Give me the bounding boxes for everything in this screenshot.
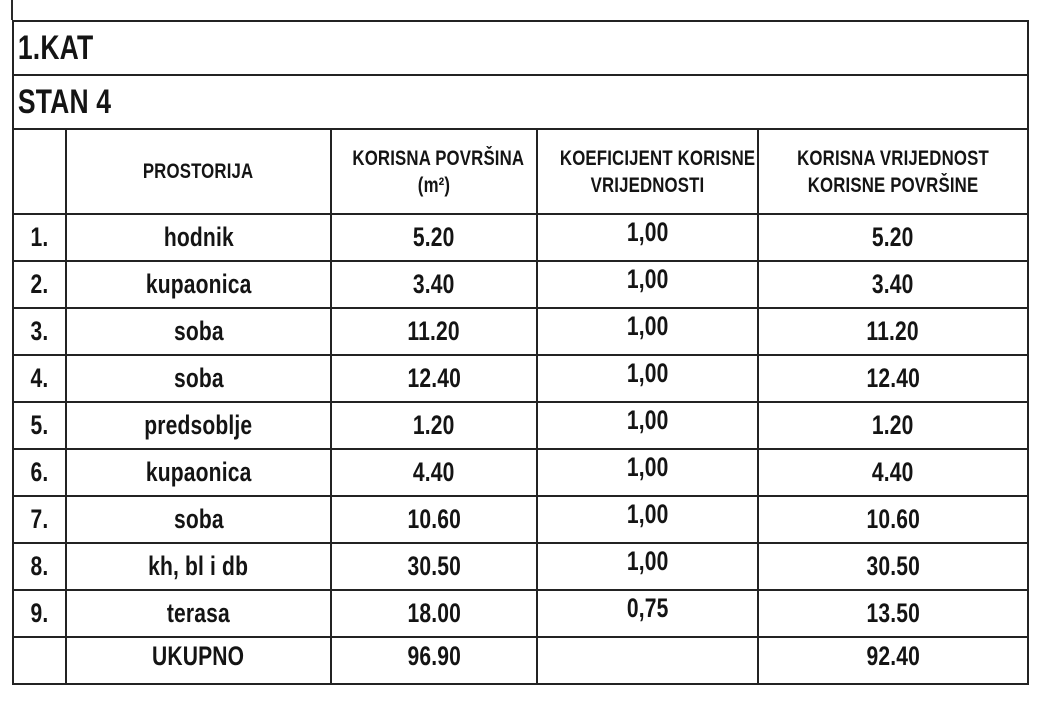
row-number: 7. (30, 504, 49, 534)
value-cell (758, 355, 1028, 402)
area-cell (331, 355, 537, 402)
room-cell (66, 214, 331, 261)
coef-value: 1,00 (626, 546, 669, 576)
row-number-cell (13, 496, 66, 543)
table-row (13, 261, 1028, 308)
coef-value: 1,00 (626, 217, 669, 247)
coef-cell (537, 449, 758, 496)
total-row (13, 637, 1028, 684)
room-name: kupaonica (145, 457, 252, 487)
room-name: kupaonica (145, 269, 252, 299)
useful-value: 5.20 (872, 222, 914, 252)
value-cell (758, 308, 1028, 355)
value-cell (758, 449, 1028, 496)
table-row (13, 308, 1028, 355)
total-value-cell (758, 637, 1028, 684)
total-label: UKUPNO (152, 641, 245, 671)
room-cell (66, 355, 331, 402)
value-cell (758, 402, 1028, 449)
value-cell (758, 543, 1028, 590)
useful-value: 3.40 (872, 269, 914, 299)
row-number-cell (13, 355, 66, 402)
coef-cell (537, 496, 758, 543)
header-area-line2: (m²) (417, 173, 451, 197)
header-value-cell (758, 129, 1028, 214)
row-number-cell (13, 214, 66, 261)
coef-value: 1,00 (626, 358, 669, 388)
area-value: 30.50 (407, 551, 461, 581)
header-value-line2: KORISNE POVRŠINE (807, 173, 979, 197)
table-row (13, 590, 1028, 637)
row-number: 8. (30, 551, 49, 581)
value-cell (758, 496, 1028, 543)
row-number-cell (13, 261, 66, 308)
table-row (13, 214, 1028, 261)
value-cell (758, 214, 1028, 261)
coef-cell (537, 543, 758, 590)
total-useful-value: 92.40 (866, 641, 920, 671)
coef-cell (537, 590, 758, 637)
header-value-line1: KORISNA VRIJEDNOST (797, 146, 989, 170)
value-cell (758, 261, 1028, 308)
header-area-cell (331, 129, 537, 214)
room-name: soba (173, 316, 224, 346)
area-value: 12.40 (407, 363, 461, 393)
header-room: PROSTORIJA (143, 160, 254, 183)
area-value: 4.40 (413, 457, 455, 487)
useful-value: 4.40 (872, 457, 914, 487)
coef-cell (537, 308, 758, 355)
coef-cell (537, 402, 758, 449)
room-name: kh, bl i db (148, 551, 249, 581)
row-number: 3. (30, 316, 49, 346)
unit-title-cell (13, 75, 1028, 129)
unit-banner-row (13, 75, 1028, 129)
row-number-cell (13, 402, 66, 449)
room-name: terasa (166, 598, 230, 628)
value-cell (758, 590, 1028, 637)
room-name: predsoblje (144, 410, 253, 440)
total-label-cell (66, 637, 331, 684)
row-number-cell (13, 449, 66, 496)
row-number: 2. (30, 269, 49, 299)
room-cell (66, 402, 331, 449)
row-number: 1. (30, 222, 49, 252)
area-cell (331, 261, 537, 308)
useful-value: 30.50 (866, 551, 920, 581)
coef-value: 1,00 (626, 311, 669, 341)
row-number-cell (13, 543, 66, 590)
area-value: 10.60 (407, 504, 461, 534)
useful-value: 10.60 (866, 504, 920, 534)
header-row (13, 129, 1028, 214)
unit-title: STAN 4 (17, 82, 112, 121)
coef-value: 1,00 (626, 499, 669, 529)
area-cell (331, 402, 537, 449)
useful-value: 13.50 (866, 598, 920, 628)
coef-cell (537, 355, 758, 402)
area-cell (331, 496, 537, 543)
area-value: 3.40 (413, 269, 455, 299)
room-cell (66, 261, 331, 308)
table-row (13, 543, 1028, 590)
header-coef-line1: KOEFICIJENT KORISNE (559, 146, 756, 170)
room-name: soba (173, 363, 224, 393)
header-room-cell (66, 129, 331, 214)
room-cell (66, 590, 331, 637)
area-value: 5.20 (413, 222, 455, 252)
area-value: 11.20 (407, 316, 461, 346)
coef-cell (537, 214, 758, 261)
cropped-cell-border (11, 0, 13, 20)
table-row (13, 355, 1028, 402)
coef-cell (537, 261, 758, 308)
total-num-cell (13, 637, 66, 684)
useful-value: 1.20 (872, 410, 914, 440)
header-num-cell (13, 129, 66, 214)
header-coef-line2: VRIJEDNOSTI (590, 173, 705, 197)
coef-value: 1,00 (626, 452, 669, 482)
room-cell (66, 308, 331, 355)
useful-value: 11.20 (866, 316, 920, 346)
table-row (13, 402, 1028, 449)
table-row (13, 449, 1028, 496)
coef-value: 0,75 (626, 593, 669, 623)
total-area-value: 96.90 (407, 641, 461, 671)
row-number-cell (13, 308, 66, 355)
total-coef-cell (537, 637, 758, 684)
room-name: soba (173, 504, 224, 534)
floor-title: 1.KAT (17, 28, 94, 67)
area-cell (331, 308, 537, 355)
header-area-line1: KORISNA POVRŠINA (352, 146, 525, 170)
area-cell (331, 543, 537, 590)
row-number: 6. (30, 457, 49, 487)
room-cell (66, 449, 331, 496)
useful-value: 12.40 (866, 363, 920, 393)
coef-value: 1,00 (626, 405, 669, 435)
row-number-cell (13, 590, 66, 637)
room-name: hodnik (163, 222, 234, 252)
area-value: 1.20 (413, 410, 455, 440)
total-area-cell (331, 637, 537, 684)
area-value: 18.00 (407, 598, 461, 628)
area-cell (331, 449, 537, 496)
area-cell (331, 590, 537, 637)
row-number: 4. (30, 363, 49, 393)
room-cell (66, 496, 331, 543)
row-number: 5. (30, 410, 49, 440)
table-row (13, 496, 1028, 543)
floor-banner-row (13, 21, 1028, 75)
floor-title-cell (13, 21, 1028, 75)
row-number: 9. (30, 598, 49, 628)
coef-value: 1,00 (626, 264, 669, 294)
floor-area-table (12, 20, 1029, 685)
header-coef-cell (537, 129, 758, 214)
room-cell (66, 543, 331, 590)
area-cell (331, 214, 537, 261)
